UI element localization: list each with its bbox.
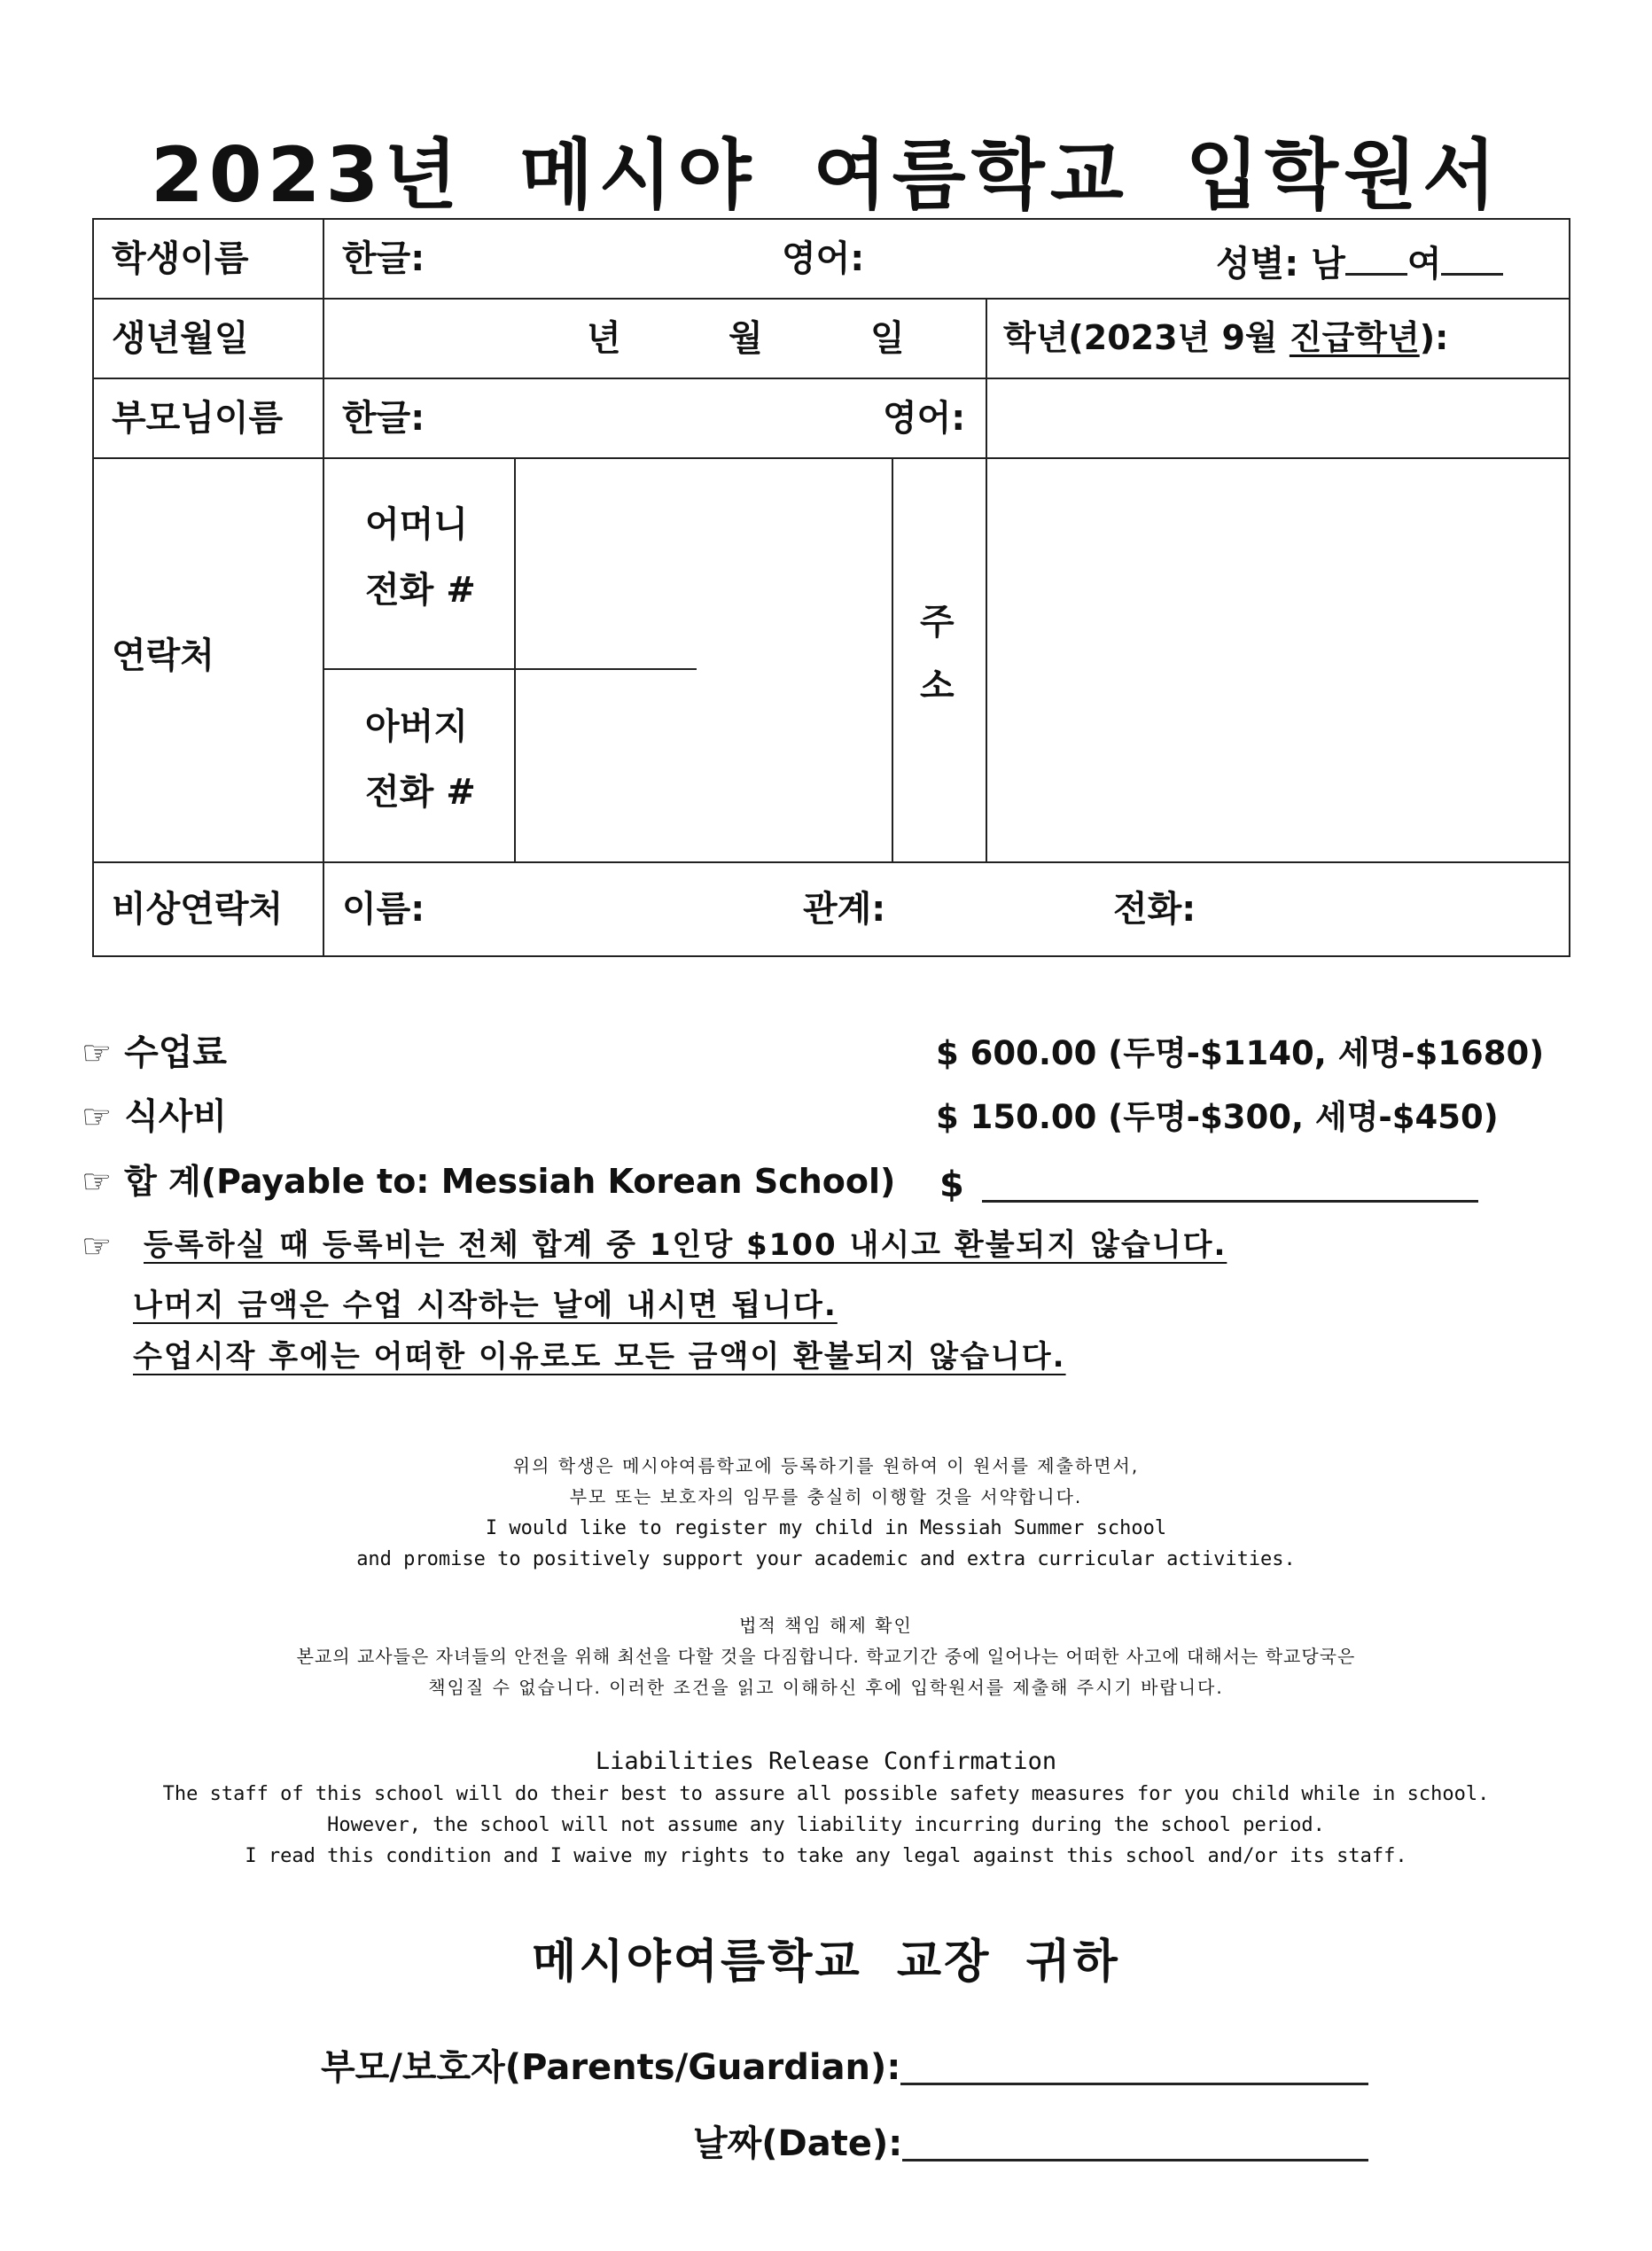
address-label-2: 소 <box>920 666 955 706</box>
row-divider <box>94 861 1569 863</box>
father-phone-label: 전화 # <box>365 772 476 813</box>
notice-line-2: 나머지 금액은 수업 시작하는 날에 내시면 됩니다. <box>133 1288 838 1323</box>
tuition-label: 수업료 <box>124 1032 227 1073</box>
father-label: 아버지 <box>365 706 468 747</box>
emergency-name-label: 이름: <box>342 889 425 930</box>
address-input[interactable] <box>987 459 1569 860</box>
emergency-phone-field[interactable] <box>1113 889 1196 930</box>
birth-day-field[interactable] <box>870 318 905 359</box>
total-amount-blank[interactable] <box>982 1164 1478 1203</box>
grade-label-prefix: 학년(2023년 9월 <box>1003 318 1290 357</box>
birth-month-field[interactable] <box>729 318 763 359</box>
principal-addressee: 메시야여름학교 교장 귀하 <box>532 1936 1120 1989</box>
emergency-contact-label: 비상연락처 <box>112 889 284 930</box>
notice-line-3: 수업시작 후에는 어떠한 이유로도 모든 금액이 환불되지 않습니다. <box>133 1339 1066 1375</box>
pointing-hand-icon: ☞ <box>82 1033 113 1072</box>
notice-line-1: 등록하실 때 등록비는 전체 합계 중 1인당 $100 내시고 환불되지 않습니다. <box>144 1227 1227 1263</box>
pointing-hand-icon: ☞ <box>82 1227 113 1266</box>
date-label: 날짜(Date): <box>693 2123 903 2164</box>
parent-signature-field[interactable] <box>321 2047 1368 2088</box>
total-row <box>82 1162 896 1201</box>
page-title: 2023년 메시야 여름학교 입학원서 <box>150 131 1502 220</box>
english-label: 영어: <box>782 238 865 279</box>
grade-label-underlined: 진급학년 <box>1289 318 1420 357</box>
pointing-hand-icon: ☞ <box>82 1162 113 1201</box>
date-line[interactable] <box>902 2123 1368 2161</box>
pointing-hand-icon: ☞ <box>82 1097 113 1136</box>
birth-date-label: 생년월일 <box>112 318 249 359</box>
address-label-divider <box>892 457 893 861</box>
emergency-name-field[interactable] <box>342 889 425 930</box>
row-divider <box>94 298 1569 300</box>
parent-korean-label: 한글: <box>342 398 425 439</box>
parent-signature-label: 부모/보호자(Parents/Guardian): <box>321 2047 901 2088</box>
mother-label: 어머니 <box>365 504 468 545</box>
gender-field[interactable] <box>1216 241 1503 282</box>
total-amount-label: $ <box>939 1164 964 1205</box>
release-en-line-1: The staff of this school will do their best to assure all possible safety measures for you child while in school. <box>162 1783 1490 1805</box>
father-phone-input[interactable] <box>516 670 890 860</box>
pledge-kr-1: 위의 학생은 메시야여름학교에 등록하기를 원하여 이 원서를 제출하면서, <box>512 1455 1140 1476</box>
contact-label: 연락처 <box>112 635 214 676</box>
mother-phone-input[interactable] <box>516 459 890 666</box>
birth-grade-divider <box>986 298 987 378</box>
female-label: 여 <box>1407 244 1442 284</box>
release-en-line-2: However, the school will not assume any liability incurring during the school period. <box>327 1814 1325 1836</box>
meal-label: 식사비 <box>124 1096 227 1137</box>
pledge-en-2: and promise to positively support your academic and extra curricular activities. <box>356 1548 1296 1570</box>
parent-english-name-field[interactable] <box>883 398 966 439</box>
female-blank[interactable] <box>1441 241 1503 276</box>
meal-row <box>82 1096 227 1137</box>
student-name-label: 학생이름 <box>112 238 249 279</box>
year-label: 년 <box>587 318 621 359</box>
total-amount-field[interactable] <box>939 1164 1478 1203</box>
release-kr-line-1: 본교의 교사들은 자녀들의 안전을 위해 최선을 다할 것을 다짐합니다. 학교기간 중에 일어나는 어떠한 사고에 대해서는 학교당국은 <box>296 1646 1356 1667</box>
pledge-kr-2: 부모 또는 보호자의 임무를 충실히 이행할 것을 서약합니다. <box>569 1486 1083 1507</box>
tuition-row <box>82 1032 227 1073</box>
day-label: 일 <box>870 318 905 359</box>
release-kr-title: 법적 책임 해제 확인 <box>739 1615 913 1636</box>
notice-bullet <box>82 1228 124 1264</box>
birth-year-field[interactable] <box>587 318 621 359</box>
emergency-phone-label: 전화: <box>1113 889 1196 930</box>
student-korean-name-field[interactable] <box>342 238 425 279</box>
grade-label-suffix: ): <box>1419 318 1449 357</box>
gender-label: 성별: 남 <box>1216 244 1345 284</box>
release-en-line-3: I read this condition and I waive my rights to take any legal against this school and/or its staff. <box>245 1845 1407 1867</box>
row-divider <box>94 378 1569 379</box>
tuition-amount: $ 600.00 (두명-$1140, 세명-$1680) <box>936 1034 1545 1072</box>
mother-phone-label: 전화 # <box>365 570 476 611</box>
address-label-1: 주 <box>920 602 955 643</box>
application-form-table <box>92 218 1570 957</box>
date-field[interactable] <box>693 2123 1368 2164</box>
male-blank[interactable] <box>1345 241 1407 276</box>
month-label: 월 <box>729 318 763 359</box>
pledge-en-1: I would like to register my child in Messiah Summer school <box>485 1517 1167 1539</box>
student-english-name-field[interactable] <box>782 238 865 279</box>
parent-korean-name-field[interactable] <box>342 398 425 439</box>
parent-english-label: 영어: <box>883 398 966 439</box>
label-column-divider <box>323 220 324 955</box>
grade-field[interactable] <box>1003 318 1449 357</box>
korean-label: 한글: <box>342 238 425 279</box>
parent-signature-line[interactable] <box>900 2047 1368 2085</box>
emergency-relation-label: 관계: <box>803 889 886 930</box>
total-label: 합 계(Payable to: Messiah Korean School) <box>124 1162 896 1201</box>
parent-name-label: 부모님이름 <box>112 398 284 439</box>
release-en-title: Liabilities Release Confirmation <box>595 1748 1057 1775</box>
release-kr-line-2: 책임질 수 없습니다. 이러한 조건을 읽고 이해하신 후에 입학원서를 제출해 주시기 바랍니다. <box>428 1677 1224 1698</box>
meal-amount: $ 150.00 (두명-$300, 세명-$450) <box>936 1098 1499 1136</box>
emergency-relation-field[interactable] <box>803 889 886 930</box>
